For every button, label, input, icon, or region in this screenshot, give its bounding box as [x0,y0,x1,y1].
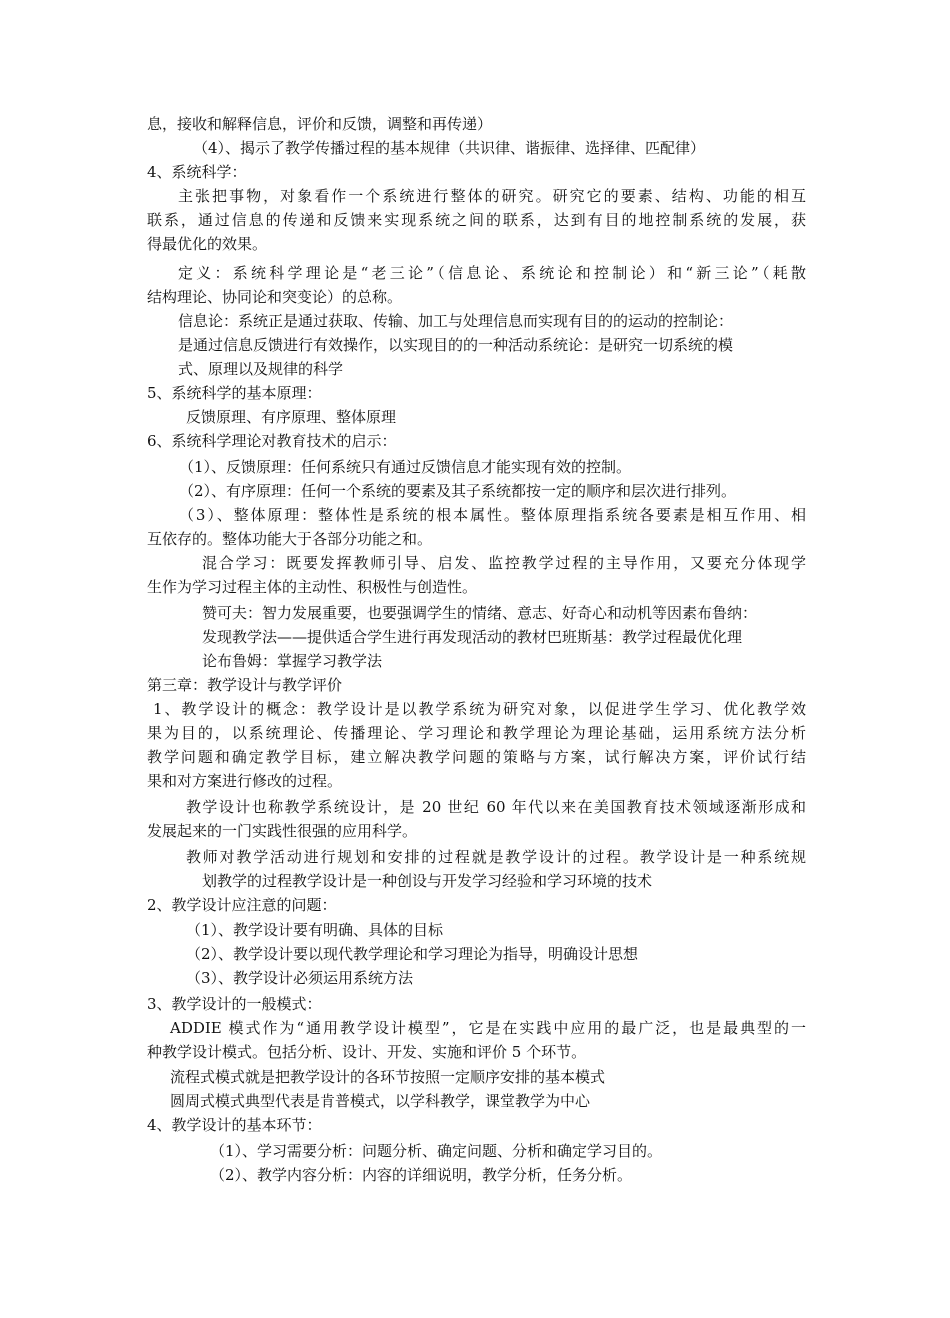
text-line: （2）、教学设计要以现代教学理论和学习理论为指导，明确设计思想 [186,945,639,963]
text-line: （1）、教学设计要有明确、具体的目标 [186,921,444,939]
text-line: 果和对方案进行修改的过程。 [147,772,343,790]
text-line: 圆周式模式典型代表是肯普模式，以学科教学，课堂教学为中心 [170,1092,591,1110]
text-line: 定义：系统科学理论是“老三论”（信息论、系统论和控制论）和“新三论”（耗散 [178,264,806,282]
text-line: 生作为学习过程主体的主动性、积极性与创造性。 [147,578,478,596]
text-line: （1）、反馈原理：任何系统只有通过反馈信息才能实现有效的控制。 [179,458,632,476]
text-line: （2）、教学内容分析：内容的详细说明，教学分析，任务分析。 [210,1166,633,1184]
text-line: 教学设计也称教学系统设计，是 20 世纪 60 年代以来在美国教育技术领域逐渐形成和 [186,798,806,816]
text-line: （4）、揭示了教学传播过程的基本规律（共识律、谐振律、选择律、匹配律） [193,139,706,157]
text-line: 赞可夫：智力发展重要，也要强调学生的情绪、意志、好奇心和动机等因素布鲁纳： [202,604,758,622]
text-line: 得最优化的效果。 [147,235,268,253]
text-line: 联系，通过信息的传递和反馈来实现系统之间的联系，达到有目的地控制系统的发展，获 [147,211,806,229]
text-line: ADDIE 模式作为“通用教学设计模型”，它是在实践中应用的最广泛，也是最典型的一 [170,1019,806,1037]
text-line: （1）、学习需要分析：问题分析、确定问题、分析和确定学习目的。 [210,1142,663,1160]
chapter-heading: 第三章：教学设计与教学评价 [147,676,343,694]
text-line: （3）、整体原理：整体性是系统的根本属性。整体原理指系统各要素是相互作用、相 [179,506,806,524]
text-line: 互依存的。整体功能大于各部分功能之和。 [147,530,433,548]
text-line: 式、原理以及规律的科学 [178,360,344,378]
text-line: 种教学设计模式。包括分析、设计、开发、实施和评价 5 个环节。 [147,1043,587,1061]
section-heading: 4、教学设计的基本环节： [147,1116,322,1134]
section-heading: 5、系统科学的基本原理： [147,384,322,402]
text-line: 论布鲁姆：掌握学习教学法 [202,652,383,670]
text-line: 信息论：系统正是通过获取、传输、加工与处理信息而实现有目的的运动的控制论： [178,312,734,330]
text-line: 是通过信息反馈进行有效操作，以实现目的的一种活动系统论：是研究一切系统的模 [178,336,734,354]
text-line: （3）、教学设计必须运用系统方法 [186,969,414,987]
text-line: （2）、有序原理：任何一个系统的要素及其子系统都按一定的顺序和层次进行排列。 [179,482,737,500]
section-heading: 4、系统科学： [147,163,247,181]
text-line: 息，接收和解释信息，评价和反馈，调整和再传递） [147,115,493,133]
text-line: 主张把事物，对象看作一个系统进行整体的研究。研究它的要素、结构、功能的相互 [178,187,806,205]
text-line: 划教学的过程教学设计是一种创设与开发学习经验和学习环境的技术 [202,872,653,890]
text-line: 发现教学法——提供适合学生进行再发现活动的教材巴班斯基：教学过程最优化理 [202,628,743,646]
section-heading: 6、系统科学理论对教育技术的启示： [147,432,397,450]
text-line: 教学问题和确定教学目标，建立解决教学问题的策略与方案，试行解决方案，评价试行结 [147,748,806,766]
text-line: 发展起来的一门实践性很强的应用科学。 [147,822,418,840]
text-line: 1、教学设计的概念：教学设计是以教学系统为研究对象，以促进学生学习、优化教学效 [153,700,806,718]
text-line: 反馈原理、有序原理、整体原理 [186,408,397,426]
text-line: 混合学习：既要发挥教师引导、启发、监控教学过程的主导作用，又要充分体现学 [202,554,806,572]
section-heading: 3、教学设计的一般模式： [147,995,322,1013]
text-line: 结构理论、协同论和突变论）的总称。 [147,288,403,306]
text-line: 教师对教学活动进行规划和安排的过程就是教学设计的过程。教学设计是一种系统规 [186,848,806,866]
text-line: 果为目的，以系统理论、传播理论、学习理论和教学理论为理论基础，运用系统方法分析 [147,724,806,742]
text-line: 流程式模式就是把教学设计的各环节按照一定顺序安排的基本模式 [170,1068,606,1086]
section-heading: 2、教学设计应注意的问题： [147,896,337,914]
